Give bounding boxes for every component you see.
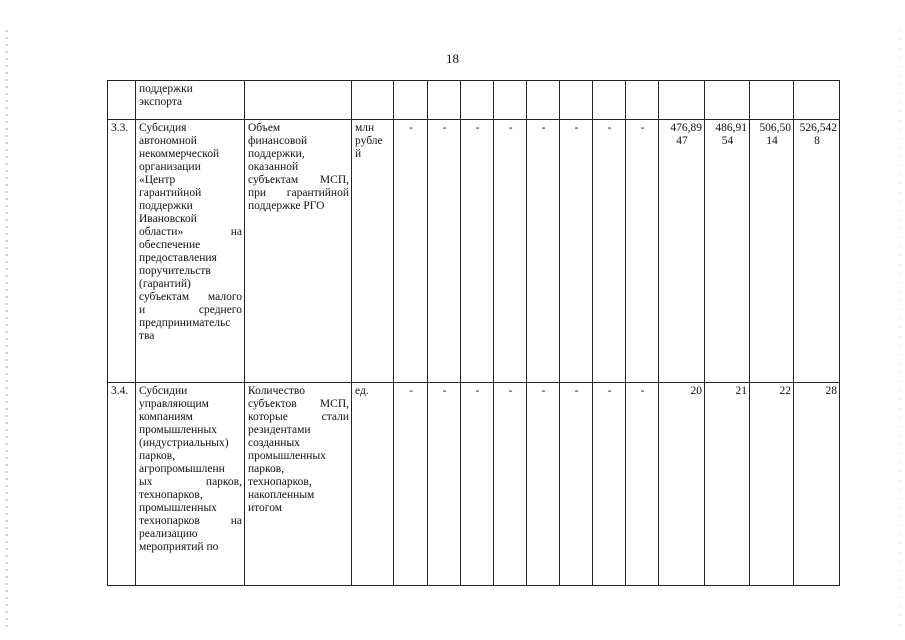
year-value-cell xyxy=(527,120,560,383)
measure-name-cell-line: управляющим xyxy=(139,398,209,410)
table-row xyxy=(108,81,840,120)
unit-cell-line: ед. xyxy=(355,385,369,397)
row-number: 3.4. xyxy=(111,385,129,397)
measure-name-cell-line: области» на xyxy=(139,226,242,238)
unit-cell xyxy=(352,81,394,120)
measure-name-cell-line: гарантийной xyxy=(139,187,202,199)
unit-cell-line: рубле xyxy=(355,135,383,147)
unit-cell xyxy=(352,120,394,383)
target-value: 476,89 xyxy=(670,122,702,134)
measure-name-cell-line: субъектам малого xyxy=(139,291,242,303)
target-value: 486,91 xyxy=(715,122,747,134)
indicator-cell-line: оказанной xyxy=(248,161,299,173)
target-value: 8 xyxy=(814,135,820,147)
target-value-cell xyxy=(705,383,750,586)
indicator-cell-line: резидентами xyxy=(248,424,311,436)
year-value-cell xyxy=(428,81,461,120)
measure-name-cell-line: ых парков, xyxy=(139,476,242,488)
target-value: 21 xyxy=(735,385,747,397)
measure-name-cell-line: Субсидии xyxy=(139,385,188,397)
measure-name-cell xyxy=(136,120,245,383)
measure-name-cell-line: поддержки xyxy=(139,200,193,212)
target-value: 20 xyxy=(690,385,702,397)
dash-value: - xyxy=(541,122,546,134)
unit-cell-line: млн xyxy=(355,122,375,134)
year-value-cell xyxy=(494,81,527,120)
measure-name-cell-line: «Центр xyxy=(139,174,176,186)
indicator-cell-line: технопарков, xyxy=(248,476,312,488)
dash-value: - xyxy=(508,122,513,134)
measure-name-cell-line: экспорта xyxy=(139,96,183,108)
target-value: 506,50 xyxy=(759,122,791,134)
target-value: 22 xyxy=(779,385,791,397)
unit-cell-line: й xyxy=(355,148,362,160)
measure-name-cell-line: организации xyxy=(139,161,201,173)
measure-name-cell-line: поддержки xyxy=(139,83,193,95)
dash-value: - xyxy=(442,122,447,134)
page-number: 18 xyxy=(446,51,459,66)
indicator-cell xyxy=(245,81,352,120)
dash-value: - xyxy=(508,385,513,397)
year-value-cell xyxy=(593,81,626,120)
year-value-cell xyxy=(626,81,659,120)
row-number-cell xyxy=(108,81,136,120)
indicator-cell-line: промышленных xyxy=(248,450,326,462)
row-number-cell xyxy=(108,120,136,383)
year-value-cell xyxy=(394,383,428,586)
indicator-cell-line: поддержки, xyxy=(248,148,305,160)
indicator-cell-line: накопленным xyxy=(248,489,315,501)
year-value-cell xyxy=(428,120,461,383)
year-value-cell xyxy=(560,81,593,120)
measure-name-cell-line: агропромышленн xyxy=(139,463,225,475)
target-value-cell xyxy=(659,383,705,586)
year-value-cell xyxy=(428,383,461,586)
row-number-cell xyxy=(108,383,136,586)
indicator-cell xyxy=(245,120,352,383)
indicator-cell-line: Объем xyxy=(248,122,281,134)
table-row xyxy=(108,120,840,383)
measure-name-cell-line: технопарков, xyxy=(139,489,203,501)
indicator-cell-line: субъектов МСП, xyxy=(248,398,349,410)
year-value-cell xyxy=(461,81,494,120)
dash-value: - xyxy=(607,122,612,134)
year-value-cell xyxy=(394,120,428,383)
indicator-cell-line: Количество xyxy=(248,385,305,397)
indicator-cell xyxy=(245,383,352,586)
target-value-cell xyxy=(794,383,840,586)
year-value-cell xyxy=(593,120,626,383)
measure-name-cell-line: тва xyxy=(139,330,155,342)
year-value-cell xyxy=(560,120,593,383)
year-value-cell xyxy=(461,383,494,586)
dash-value: - xyxy=(442,385,447,397)
indicator-cell-line: парков, xyxy=(248,463,285,475)
measure-name-cell-line: поручительств xyxy=(139,265,211,277)
indicator-cell-line: итогом xyxy=(248,502,283,514)
year-value-cell xyxy=(626,383,659,586)
target-value-cell xyxy=(659,120,705,383)
target-value: 526,542 xyxy=(799,122,837,134)
target-value-cell xyxy=(659,81,705,120)
measure-name-cell-line: автономной xyxy=(139,135,197,147)
measure-name-cell-line: Субсидия xyxy=(139,122,187,134)
year-value-cell xyxy=(626,120,659,383)
measure-name-cell-line: парков, xyxy=(139,450,176,462)
measure-name-cell-line: промышленных xyxy=(139,424,217,436)
scan-left-edge xyxy=(5,30,8,630)
year-value-cell xyxy=(527,81,560,120)
measure-name-cell-line: предпринимательс xyxy=(139,317,231,329)
row-number: 3.3. xyxy=(111,122,129,134)
target-value: 14 xyxy=(766,135,778,147)
dash-value: - xyxy=(475,122,480,134)
measure-name-cell-line: и среднего xyxy=(139,304,242,316)
table-row xyxy=(108,383,840,586)
indicator-cell-line: финансовой xyxy=(248,135,308,147)
unit-cell xyxy=(352,383,394,586)
target-value-cell xyxy=(750,383,794,586)
measure-name-cell-line: (гарантий) xyxy=(139,278,191,290)
dash-value: - xyxy=(541,385,546,397)
subsidy-indicators-table xyxy=(107,80,840,586)
target-value-cell xyxy=(750,120,794,383)
indicator-cell-line: при гарантийной xyxy=(248,187,349,199)
year-value-cell xyxy=(527,383,560,586)
measure-name-cell-line: мероприятий по xyxy=(139,541,219,553)
scan-right-edge xyxy=(900,30,902,630)
dash-value: - xyxy=(574,385,579,397)
target-value: 54 xyxy=(721,135,734,147)
dash-value: - xyxy=(640,122,645,134)
dash-value: - xyxy=(409,122,413,134)
target-value-cell xyxy=(794,120,840,383)
measure-name-cell-line: обеспечение xyxy=(139,239,201,251)
target-value: 28 xyxy=(825,385,837,397)
indicator-cell-line: которые стали xyxy=(248,411,349,423)
measure-name-cell-line: компаниям xyxy=(139,411,193,423)
year-value-cell xyxy=(593,383,626,586)
target-value: 47 xyxy=(676,135,688,147)
indicator-cell-line: поддержке РГО xyxy=(248,200,325,212)
target-value-cell xyxy=(705,81,750,120)
year-value-cell xyxy=(394,81,428,120)
measure-name-cell xyxy=(136,383,245,586)
dash-value: - xyxy=(640,385,645,397)
measure-name-cell-line: некоммерческой xyxy=(139,148,220,160)
target-value-cell xyxy=(750,81,794,120)
dash-value: - xyxy=(475,385,480,397)
year-value-cell xyxy=(560,383,593,586)
measure-name-cell-line: промышленных xyxy=(139,502,217,514)
year-value-cell xyxy=(494,383,527,586)
target-value-cell xyxy=(794,81,840,120)
measure-name-cell-line: технопарков на xyxy=(139,515,242,527)
indicator-cell-line: субъектам МСП, xyxy=(248,174,349,186)
measure-name-cell-line: Ивановской xyxy=(139,213,197,225)
target-value-cell xyxy=(705,120,750,383)
measure-name-cell-line: (индустриальных) xyxy=(139,437,229,449)
measure-name-cell-line: предоставления xyxy=(139,252,217,264)
measure-name-cell xyxy=(136,81,245,120)
year-value-cell xyxy=(461,120,494,383)
dash-value: - xyxy=(409,385,413,397)
indicator-cell-line: созданных xyxy=(248,437,300,449)
dash-value: - xyxy=(607,385,612,397)
year-value-cell xyxy=(494,120,527,383)
dash-value: - xyxy=(574,122,579,134)
measure-name-cell-line: реализацию xyxy=(139,528,198,540)
